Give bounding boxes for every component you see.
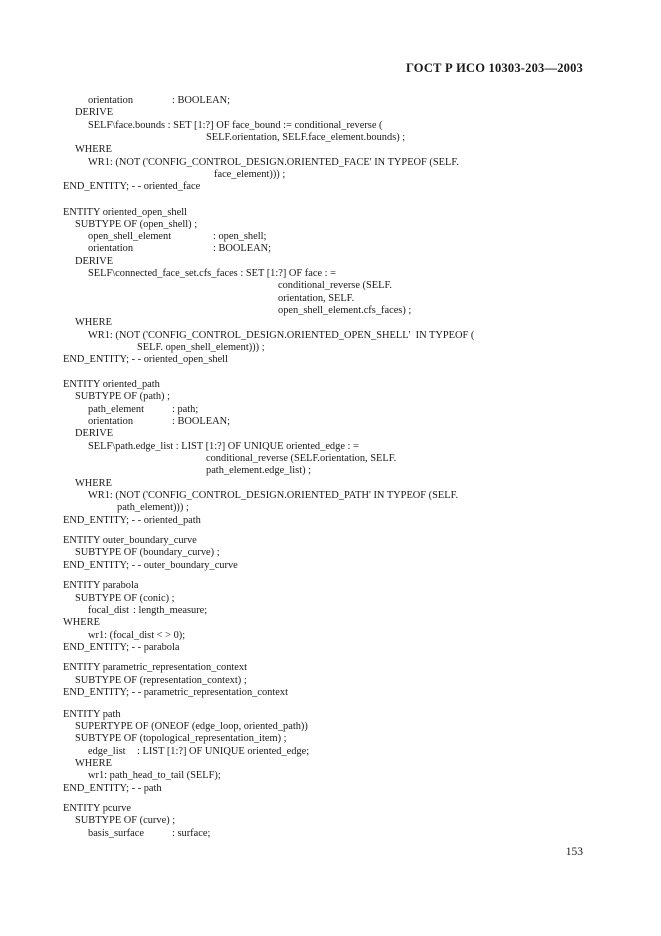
code-text: ENTITY pcurve	[63, 803, 131, 814]
code-text: conditional_reverse (SELF.	[278, 280, 393, 291]
code-text: path_element	[88, 404, 144, 415]
code-text: DERIVE	[75, 256, 114, 267]
code-text: wr1: path_head_to_tail (SELF);	[88, 770, 221, 781]
code-type: : BOOLEAN;	[172, 416, 231, 427]
code-text: focal_dist	[88, 605, 129, 616]
page-number: 153	[565, 846, 583, 858]
code-text: orientation	[88, 416, 134, 427]
code-text: orientation	[88, 95, 134, 106]
code-text: DERIVE	[75, 428, 114, 439]
code-text: WR1: (NOT ('CONFIG_CONTROL_DESIGN.ORIENTED_FACE' IN TYPEOF (SELF.	[88, 157, 459, 168]
code-text: basis_surface	[88, 828, 144, 839]
code-text: conditional_reverse (SELF.orientation, SELF.	[206, 453, 397, 464]
code-text: ENTITY outer_boundary_curve	[63, 535, 197, 546]
code-text: path_element.edge_list) ;	[206, 465, 312, 476]
code-text: SUBTYPE OF (topological_representation_item) ;	[75, 733, 287, 744]
code-type: : BOOLEAN;	[213, 243, 272, 254]
code-text: SUBTYPE OF (boundary_curve) ;	[75, 547, 220, 558]
code-text: ENTITY path	[63, 709, 121, 720]
code-text: face_element))) ;	[214, 169, 286, 180]
document-header: ГОСТ Р ИСО 10303-203—2003	[405, 61, 583, 75]
code-type: : BOOLEAN;	[172, 95, 231, 106]
code-text: WHERE	[75, 758, 112, 769]
code-text: SUBTYPE OF (representation_context) ;	[75, 675, 247, 686]
code-text: WHERE	[75, 317, 112, 328]
code-type: : LIST [1:?] OF UNIQUE oriented_edge;	[137, 746, 310, 757]
code-text: WHERE	[75, 144, 112, 155]
code-text: END_ENTITY; - - oriented_face	[63, 181, 201, 192]
code-text: SUBTYPE OF (path) ;	[75, 391, 170, 402]
code-text: DERIVE	[75, 107, 114, 118]
code-type: : length_measure;	[133, 605, 208, 616]
code-text: SUBTYPE OF (open_shell) ;	[75, 219, 198, 230]
code-text: END_ENTITY; - - oriented_open_shell	[63, 354, 228, 365]
code-text: SUBTYPE OF (curve) ;	[75, 815, 176, 826]
code-type: : path;	[172, 404, 199, 415]
code-text: ENTITY parametric_representation_context	[63, 662, 247, 673]
code-text: SELF.orientation, SELF.face_element.bounds) ;	[206, 132, 406, 143]
code-text: ENTITY oriented_open_shell	[63, 207, 187, 218]
code-text: ENTITY parabola	[63, 580, 139, 591]
code-text: edge_list	[88, 746, 126, 757]
code-text: SELF\connected_face_set.cfs_faces : SET [1:?] OF face : =	[88, 268, 337, 279]
code-type: : surface;	[172, 828, 211, 839]
code-text: END_ENTITY; - - parametric_representation_context	[63, 687, 288, 698]
code-text: END_ENTITY; - - outer_boundary_curve	[63, 560, 238, 571]
code-text: orientation, SELF.	[278, 293, 355, 304]
code-text: path_element))) ;	[117, 502, 189, 513]
code-text: END_ENTITY; - - parabola	[63, 642, 180, 653]
code-text: open_shell_element.cfs_faces) ;	[278, 305, 412, 316]
code-text: SELF\face.bounds : SET [1:?] OF face_bound := conditional_reverse (	[88, 120, 383, 131]
code-text: END_ENTITY; - - oriented_path	[63, 515, 201, 526]
code-text: open_shell_element	[88, 231, 172, 242]
code-text: SELF. open_shell_element))) ;	[137, 342, 265, 353]
code-text: WR1: (NOT ('CONFIG_CONTROL_DESIGN.ORIENTED_PATH' IN TYPEOF (SELF.	[88, 490, 459, 501]
code-type: : open_shell;	[213, 231, 267, 242]
code-text: orientation	[88, 243, 134, 254]
code-text: END_ENTITY; - - path	[63, 783, 162, 794]
code-text: WHERE	[63, 617, 100, 628]
code-text: SELF\path.edge_list : LIST [1:?] OF UNIQUE oriented_edge : =	[88, 441, 359, 452]
code-text: ENTITY oriented_path	[63, 379, 160, 390]
code-text: SUBTYPE OF (conic) ;	[75, 593, 175, 604]
code-text: WHERE	[75, 478, 112, 489]
code-text: wr1: (focal_dist < > 0);	[88, 630, 186, 641]
code-text: WR1: (NOT ('CONFIG_CONTROL_DESIGN.ORIENTED_OPEN_SHELL' IN TYPEOF (	[88, 330, 475, 341]
code-text: SUPERTYPE OF (ONEOF (edge_loop, oriented_path))	[75, 721, 308, 732]
